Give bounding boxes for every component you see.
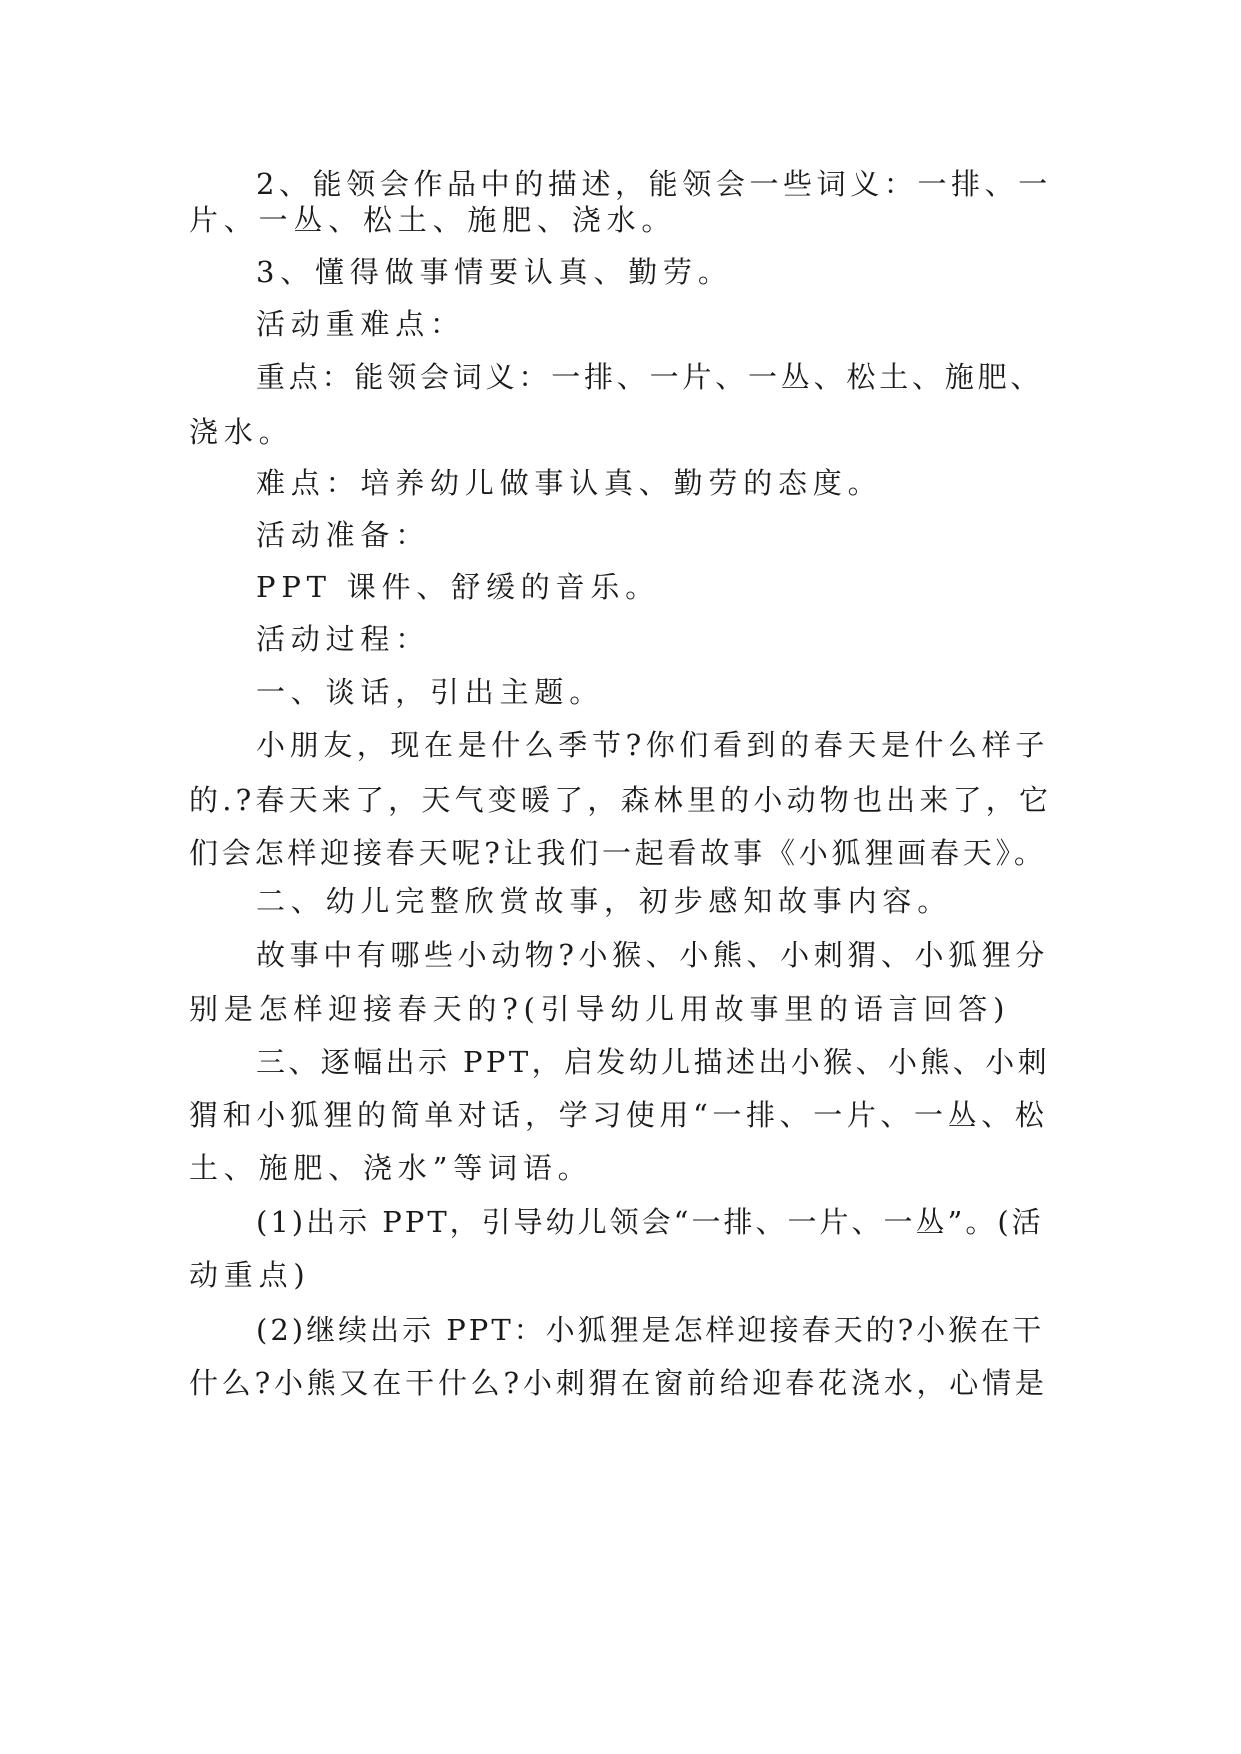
paragraph-line: 一、谈话，引出主题。	[256, 675, 605, 709]
paragraph-line: 难点：培养幼儿做事认真、勤劳的态度。	[256, 466, 883, 500]
paragraph-line: PPT 课件、舒缓的音乐。	[256, 570, 660, 604]
paragraph-line: 2、能领会作品中的描述，能领会一些词义：一排、一	[256, 167, 1052, 201]
paragraph-line: 的.?春天来了，天气变暖了，森林里的小动物也出来了，它	[189, 783, 1053, 817]
paragraph-line: 别是怎样迎接春天的?(引导幼儿用故事里的语言回答)	[189, 992, 1011, 1026]
section-heading: 活动过程：	[256, 622, 431, 656]
paragraph-line: 猬和小狐狸的简单对话，学习使用“一排、一片、一丛、松	[189, 1098, 1049, 1132]
paragraph-line: 浇水。	[189, 415, 294, 449]
paragraph-line: 故事中有哪些小动物?小猴、小熊、小刺猬、小狐狸分	[256, 938, 1049, 972]
paragraph-line: 3、懂得做事情要认真、勤劳。	[256, 255, 733, 289]
section-heading: 活动准备：	[256, 518, 431, 552]
paragraph-line: 二、幼儿完整欣赏故事，初步感知故事内容。	[256, 884, 953, 918]
paragraph-line: 小朋友，现在是什么季节?你们看到的春天是什么样子	[256, 728, 1049, 762]
section-heading: 活动重难点：	[256, 307, 465, 341]
paragraph-line: 土、施肥、浇水”等词语。	[189, 1151, 593, 1185]
paragraph-line: 们会怎样迎接春天呢?让我们一起看故事《小狐狸画春天》。	[189, 836, 1047, 870]
paragraph-line: (1)出示 PPT，引导幼儿领会“一排、一片、一丛”。(活	[256, 1205, 1044, 1239]
paragraph-line: 动重点)	[189, 1258, 311, 1292]
paragraph-line: 什么?小熊又在干什么?小刺猬在窗前给迎春花浇水，心情是	[189, 1366, 1048, 1400]
paragraph-line: (2)继续出示 PPT：小狐狸是怎样迎接春天的?小猴在干	[256, 1313, 1045, 1347]
paragraph-line: 片、一丛、松土、施肥、浇水。	[189, 203, 677, 237]
paragraph-line: 重点：能领会词义：一排、一片、一丛、松土、施肥、	[256, 360, 1044, 394]
paragraph-line: 三、逐幅出示 PPT，启发幼儿描述出小猴、小熊、小刺	[256, 1045, 1050, 1079]
